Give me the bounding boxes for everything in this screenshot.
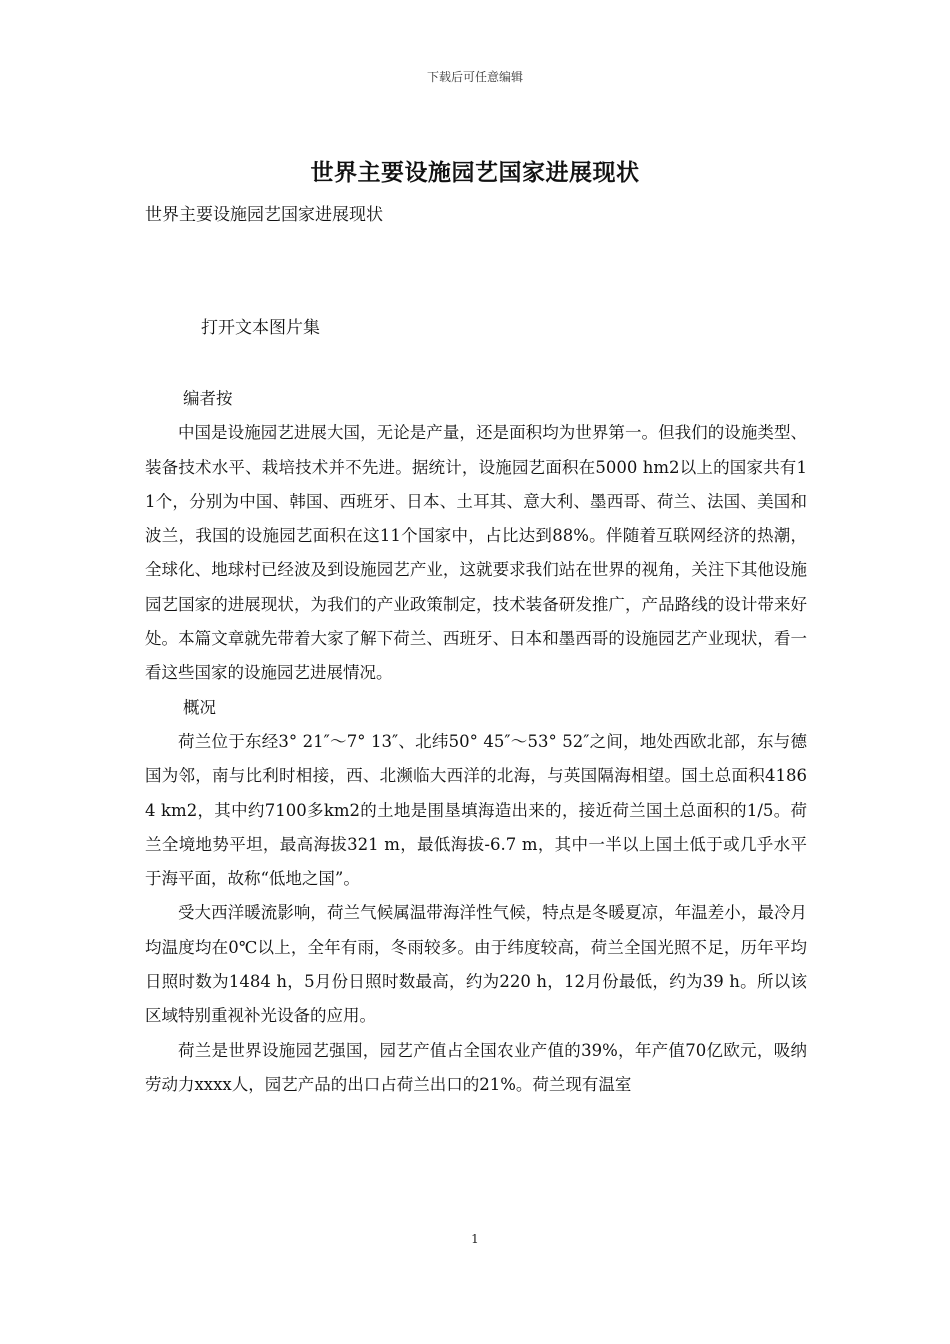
open-image-set-link[interactable]: 打开文本图片集 [201,318,320,338]
header-note: 下载后可任意编辑 [426,70,523,84]
document-subtitle: 世界主要设施园艺国家进展现状 [145,205,383,225]
editor-note-heading: 编者按 [183,389,233,408]
editor-note-paragraph: 中国是设施园艺进展大国，无论是产量，还是面积均为世界第一。但我们的设施类型、装备技术水平、栽培技术并不先进。据统计，设施园艺面积在5000 hm2以上的国家共有11个，分别为中国、韩国、西班牙、日本、土耳其、意大利、墨西哥、荷兰、法国、美国和波兰，我国的设施园艺面积在这11个国家中，占比达到88%。伴随着互联网经济的热潮，全球化、地球村已经波及到设施园艺产业，这就要求我们站在世界的视角，关注下其他设施园艺国家的进展现状，为我们的产业政策制定，技术装备研发推广，产品路线的设计带来好处。本篇文章就先带着大家了解下荷兰、西班牙、日本和墨西哥的设施园艺产业现状，看一看这些国家的设施园艺进展情况。 [145,423,807,683]
overview-paragraph-industry: 荷兰是世界设施园艺强国，园艺产值占全国农业产值的39%，年产值70亿欧元，吸纳劳动力xxxx人，园艺产品的出口占荷兰出口的21%。荷兰现有温室 [145,1040,807,1094]
document-title: 世界主要设施园艺国家进展现状 [310,159,640,186]
article-body [145,382,807,1102]
overview-paragraph-geography: 荷兰位于东经3° 21″～7° 13″、北纬50° 45″～53° 52″之间，地处西欧北部，东与德国为邻，南与比利时相接，西、北濒临大西洋的北海，与英国隔海相望。国土总面积41864 km2，其中约7100多km2的土地是围垦填海造出来的，接近荷兰国土总面积的1/5。荷兰全境地势平坦，最高海拔321 m，最低海拔-6.7 m，其中一半以上国土低于或几乎水平于海平面，故称“低地之国”。 [145,731,807,889]
overview-heading: 概况 [183,697,216,717]
overview-paragraph-climate: 受大西洋暖流影响，荷兰气候属温带海洋性气候，特点是冬暖夏凉，年温差小，最冷月均温度均在0℃以上，全年有雨，冬雨较多。由于纬度较高，荷兰全国光照不足，历年平均日照时数为1484 h，5月份日照时数最高，约为220 h，12月份最低，约为39 h。所以该区域特别重视补光设备的应用。 [145,903,807,1026]
page-number: 1 [471,1232,479,1246]
